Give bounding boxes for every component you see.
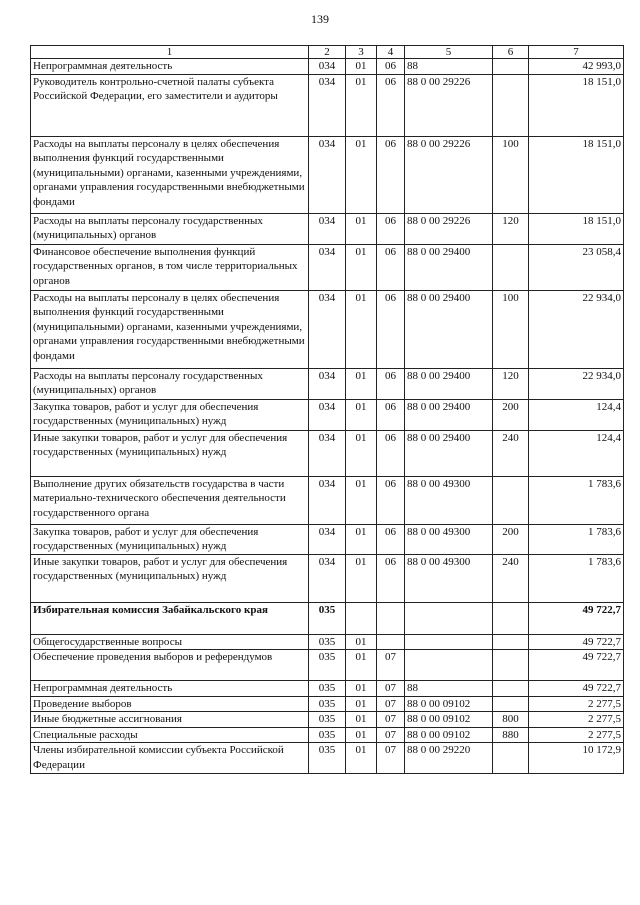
table-row — [31, 74, 624, 136]
subsection-code: 07 — [377, 681, 405, 697]
section-code: 01 — [346, 476, 377, 524]
amount-value: 18 151,0 — [529, 74, 624, 136]
target-article-code: 88 0 00 29400 — [405, 290, 493, 368]
table-row — [31, 59, 624, 75]
ministry-code: 035 — [309, 681, 346, 697]
amount-value: 49 722,7 — [529, 634, 624, 650]
amount-value: 49 722,7 — [529, 681, 624, 697]
column-header: 5 — [405, 46, 493, 59]
expense-type-code: 880 — [493, 727, 529, 743]
target-article-code — [405, 602, 493, 634]
amount-value: 49 722,7 — [529, 650, 624, 681]
target-article-code: 88 0 00 49300 — [405, 476, 493, 524]
ministry-code: 035 — [309, 696, 346, 712]
subsection-code: 06 — [377, 476, 405, 524]
target-article-code: 88 0 00 29400 — [405, 244, 493, 290]
table-row — [31, 650, 624, 681]
ministry-code: 034 — [309, 399, 346, 430]
subsection-code: 06 — [377, 213, 405, 244]
amount-value: 10 172,9 — [529, 743, 624, 774]
ministry-code: 035 — [309, 650, 346, 681]
target-article-code: 88 0 00 29400 — [405, 399, 493, 430]
row-description: Избирательная комиссия Забайкальского края — [31, 602, 309, 634]
subsection-code: 07 — [377, 712, 405, 728]
table-row — [31, 634, 624, 650]
amount-value: 2 277,5 — [529, 712, 624, 728]
ministry-code: 034 — [309, 290, 346, 368]
subsection-code: 06 — [377, 554, 405, 602]
amount-value: 2 277,5 — [529, 727, 624, 743]
ministry-code: 034 — [309, 244, 346, 290]
column-header: 4 — [377, 46, 405, 59]
subsection-code: 06 — [377, 430, 405, 476]
section-code: 01 — [346, 634, 377, 650]
section-code: 01 — [346, 59, 377, 75]
table-row — [31, 696, 624, 712]
expense-type-code — [493, 59, 529, 75]
table-row — [31, 290, 624, 368]
ministry-code: 035 — [309, 727, 346, 743]
amount-value: 1 783,6 — [529, 554, 624, 602]
row-description: Расходы на выплаты персоналу в целях обеспечения выполнения функций государственными (муниципальными) органами, казенными учреждениями, органами управления государственными внебюджетными фондами — [31, 290, 309, 368]
amount-value: 124,4 — [529, 399, 624, 430]
amount-value: 18 151,0 — [529, 136, 624, 213]
expense-type-code — [493, 476, 529, 524]
expense-type-code: 120 — [493, 213, 529, 244]
ministry-code: 035 — [309, 634, 346, 650]
ministry-code: 034 — [309, 476, 346, 524]
subsection-code — [377, 602, 405, 634]
ministry-code: 034 — [309, 136, 346, 213]
column-header: 2 — [309, 46, 346, 59]
table-row — [31, 368, 624, 399]
row-description: Члены избирательной комиссии субъекта Российской Федерации — [31, 743, 309, 774]
amount-value: 1 783,6 — [529, 476, 624, 524]
target-article-code: 88 — [405, 59, 493, 75]
amount-value: 22 934,0 — [529, 290, 624, 368]
row-description: Расходы на выплаты персоналу в целях обеспечения выполнения функций государственными (муниципальными) органами, казенными учреждениями, органами управления государственными внебюджетными фондами — [31, 136, 309, 213]
table-row — [31, 554, 624, 602]
column-header: 6 — [493, 46, 529, 59]
target-article-code: 88 — [405, 681, 493, 697]
expense-type-code — [493, 743, 529, 774]
amount-value: 124,4 — [529, 430, 624, 476]
table-row — [31, 712, 624, 728]
table-row — [31, 399, 624, 430]
target-article-code: 88 0 00 49300 — [405, 524, 493, 554]
row-description: Иные закупки товаров, работ и услуг для обеспечения государственных (муниципальных) нужд — [31, 430, 309, 476]
ministry-code: 034 — [309, 74, 346, 136]
header-row — [31, 46, 624, 59]
row-description: Выполнение других обязательств государства в части материально-технического обеспечения деятельности государственного органа — [31, 476, 309, 524]
subsection-code: 06 — [377, 74, 405, 136]
expense-type-code — [493, 634, 529, 650]
amount-value: 23 058,4 — [529, 244, 624, 290]
table-row — [31, 743, 624, 774]
expense-type-code — [493, 650, 529, 681]
subsection-code: 06 — [377, 59, 405, 75]
ministry-code: 034 — [309, 524, 346, 554]
expense-type-code — [493, 602, 529, 634]
amount-value: 18 151,0 — [529, 213, 624, 244]
amount-value: 22 934,0 — [529, 368, 624, 399]
column-header: 3 — [346, 46, 377, 59]
row-description: Иные бюджетные ассигнования — [31, 712, 309, 728]
target-article-code: 88 0 00 09102 — [405, 727, 493, 743]
subsection-code — [377, 634, 405, 650]
table-body — [31, 59, 624, 774]
target-article-code: 88 0 00 29400 — [405, 430, 493, 476]
section-code: 01 — [346, 696, 377, 712]
subsection-code: 06 — [377, 524, 405, 554]
page-number: 139 — [311, 12, 329, 26]
section-code: 01 — [346, 681, 377, 697]
target-article-code: 88 0 00 29400 — [405, 368, 493, 399]
subsection-code: 07 — [377, 650, 405, 681]
expense-type-code: 100 — [493, 290, 529, 368]
expense-type-code: 100 — [493, 136, 529, 213]
target-article-code: 88 0 00 09102 — [405, 696, 493, 712]
subsection-code: 07 — [377, 743, 405, 774]
row-description: Непрограммная деятельность — [31, 681, 309, 697]
subsection-code: 06 — [377, 290, 405, 368]
table-row — [31, 602, 624, 634]
target-article-code — [405, 634, 493, 650]
column-header: 7 — [529, 46, 624, 59]
table-row — [31, 524, 624, 554]
subsection-code: 06 — [377, 244, 405, 290]
section-code: 01 — [346, 399, 377, 430]
ministry-code: 035 — [309, 712, 346, 728]
section-code: 01 — [346, 368, 377, 399]
row-description: Общегосударственные вопросы — [31, 634, 309, 650]
column-header: 1 — [31, 46, 309, 59]
table-row — [31, 136, 624, 213]
subsection-code: 06 — [377, 368, 405, 399]
expense-type-code — [493, 74, 529, 136]
expense-type-code — [493, 681, 529, 697]
target-article-code: 88 0 00 29226 — [405, 213, 493, 244]
expense-type-code: 800 — [493, 712, 529, 728]
row-description: Закупка товаров, работ и услуг для обеспечения государственных (муниципальных) нужд — [31, 399, 309, 430]
target-article-code: 88 0 00 09102 — [405, 712, 493, 728]
table-row — [31, 213, 624, 244]
row-description: Обеспечение проведения выборов и референдумов — [31, 650, 309, 681]
section-code: 01 — [346, 430, 377, 476]
row-description: Непрограммная деятельность — [31, 59, 309, 75]
section-code: 01 — [346, 244, 377, 290]
row-description: Расходы на выплаты персоналу государственных (муниципальных) органов — [31, 368, 309, 399]
amount-value: 49 722,7 — [529, 602, 624, 634]
section-code: 01 — [346, 712, 377, 728]
section-code: 01 — [346, 74, 377, 136]
subsection-code: 07 — [377, 727, 405, 743]
target-article-code: 88 0 00 49300 — [405, 554, 493, 602]
section-code: 01 — [346, 554, 377, 602]
expense-type-code: 240 — [493, 554, 529, 602]
table-row — [31, 430, 624, 476]
section-code — [346, 602, 377, 634]
expense-type-code: 200 — [493, 524, 529, 554]
row-description: Расходы на выплаты персоналу государственных (муниципальных) органов — [31, 213, 309, 244]
section-code: 01 — [346, 727, 377, 743]
row-description: Закупка товаров, работ и услуг для обеспечения государственных (муниципальных) нужд — [31, 524, 309, 554]
row-description: Специальные расходы — [31, 727, 309, 743]
row-description: Финансовое обеспечение выполнения функций государственных органов, в том числе территориальных органов — [31, 244, 309, 290]
row-description: Руководитель контрольно-счетной палаты субъекта Российской Федерации, его заместители и аудиторы — [31, 74, 309, 136]
subsection-code: 06 — [377, 399, 405, 430]
ministry-code: 034 — [309, 430, 346, 476]
section-code: 01 — [346, 743, 377, 774]
expense-type-code — [493, 696, 529, 712]
row-description: Иные закупки товаров, работ и услуг для обеспечения государственных (муниципальных) нужд — [31, 554, 309, 602]
subsection-code: 07 — [377, 696, 405, 712]
target-article-code — [405, 650, 493, 681]
ministry-code: 034 — [309, 554, 346, 602]
table-row — [31, 476, 624, 524]
expense-type-code: 120 — [493, 368, 529, 399]
expense-type-code: 200 — [493, 399, 529, 430]
amount-value: 1 783,6 — [529, 524, 624, 554]
amount-value: 42 993,0 — [529, 59, 624, 75]
table-row — [31, 727, 624, 743]
table-row — [31, 244, 624, 290]
ministry-code: 035 — [309, 743, 346, 774]
section-code: 01 — [346, 213, 377, 244]
section-code: 01 — [346, 290, 377, 368]
budget-table — [30, 45, 624, 774]
section-code: 01 — [346, 524, 377, 554]
amount-value: 2 277,5 — [529, 696, 624, 712]
expense-type-code — [493, 244, 529, 290]
section-code: 01 — [346, 650, 377, 681]
ministry-code: 034 — [309, 213, 346, 244]
row-description: Проведение выборов — [31, 696, 309, 712]
expense-type-code: 240 — [493, 430, 529, 476]
target-article-code: 88 0 00 29220 — [405, 743, 493, 774]
table-row — [31, 681, 624, 697]
ministry-code: 034 — [309, 368, 346, 399]
target-article-code: 88 0 00 29226 — [405, 74, 493, 136]
target-article-code: 88 0 00 29226 — [405, 136, 493, 213]
ministry-code: 034 — [309, 59, 346, 75]
section-code: 01 — [346, 136, 377, 213]
subsection-code: 06 — [377, 136, 405, 213]
ministry-code: 035 — [309, 602, 346, 634]
